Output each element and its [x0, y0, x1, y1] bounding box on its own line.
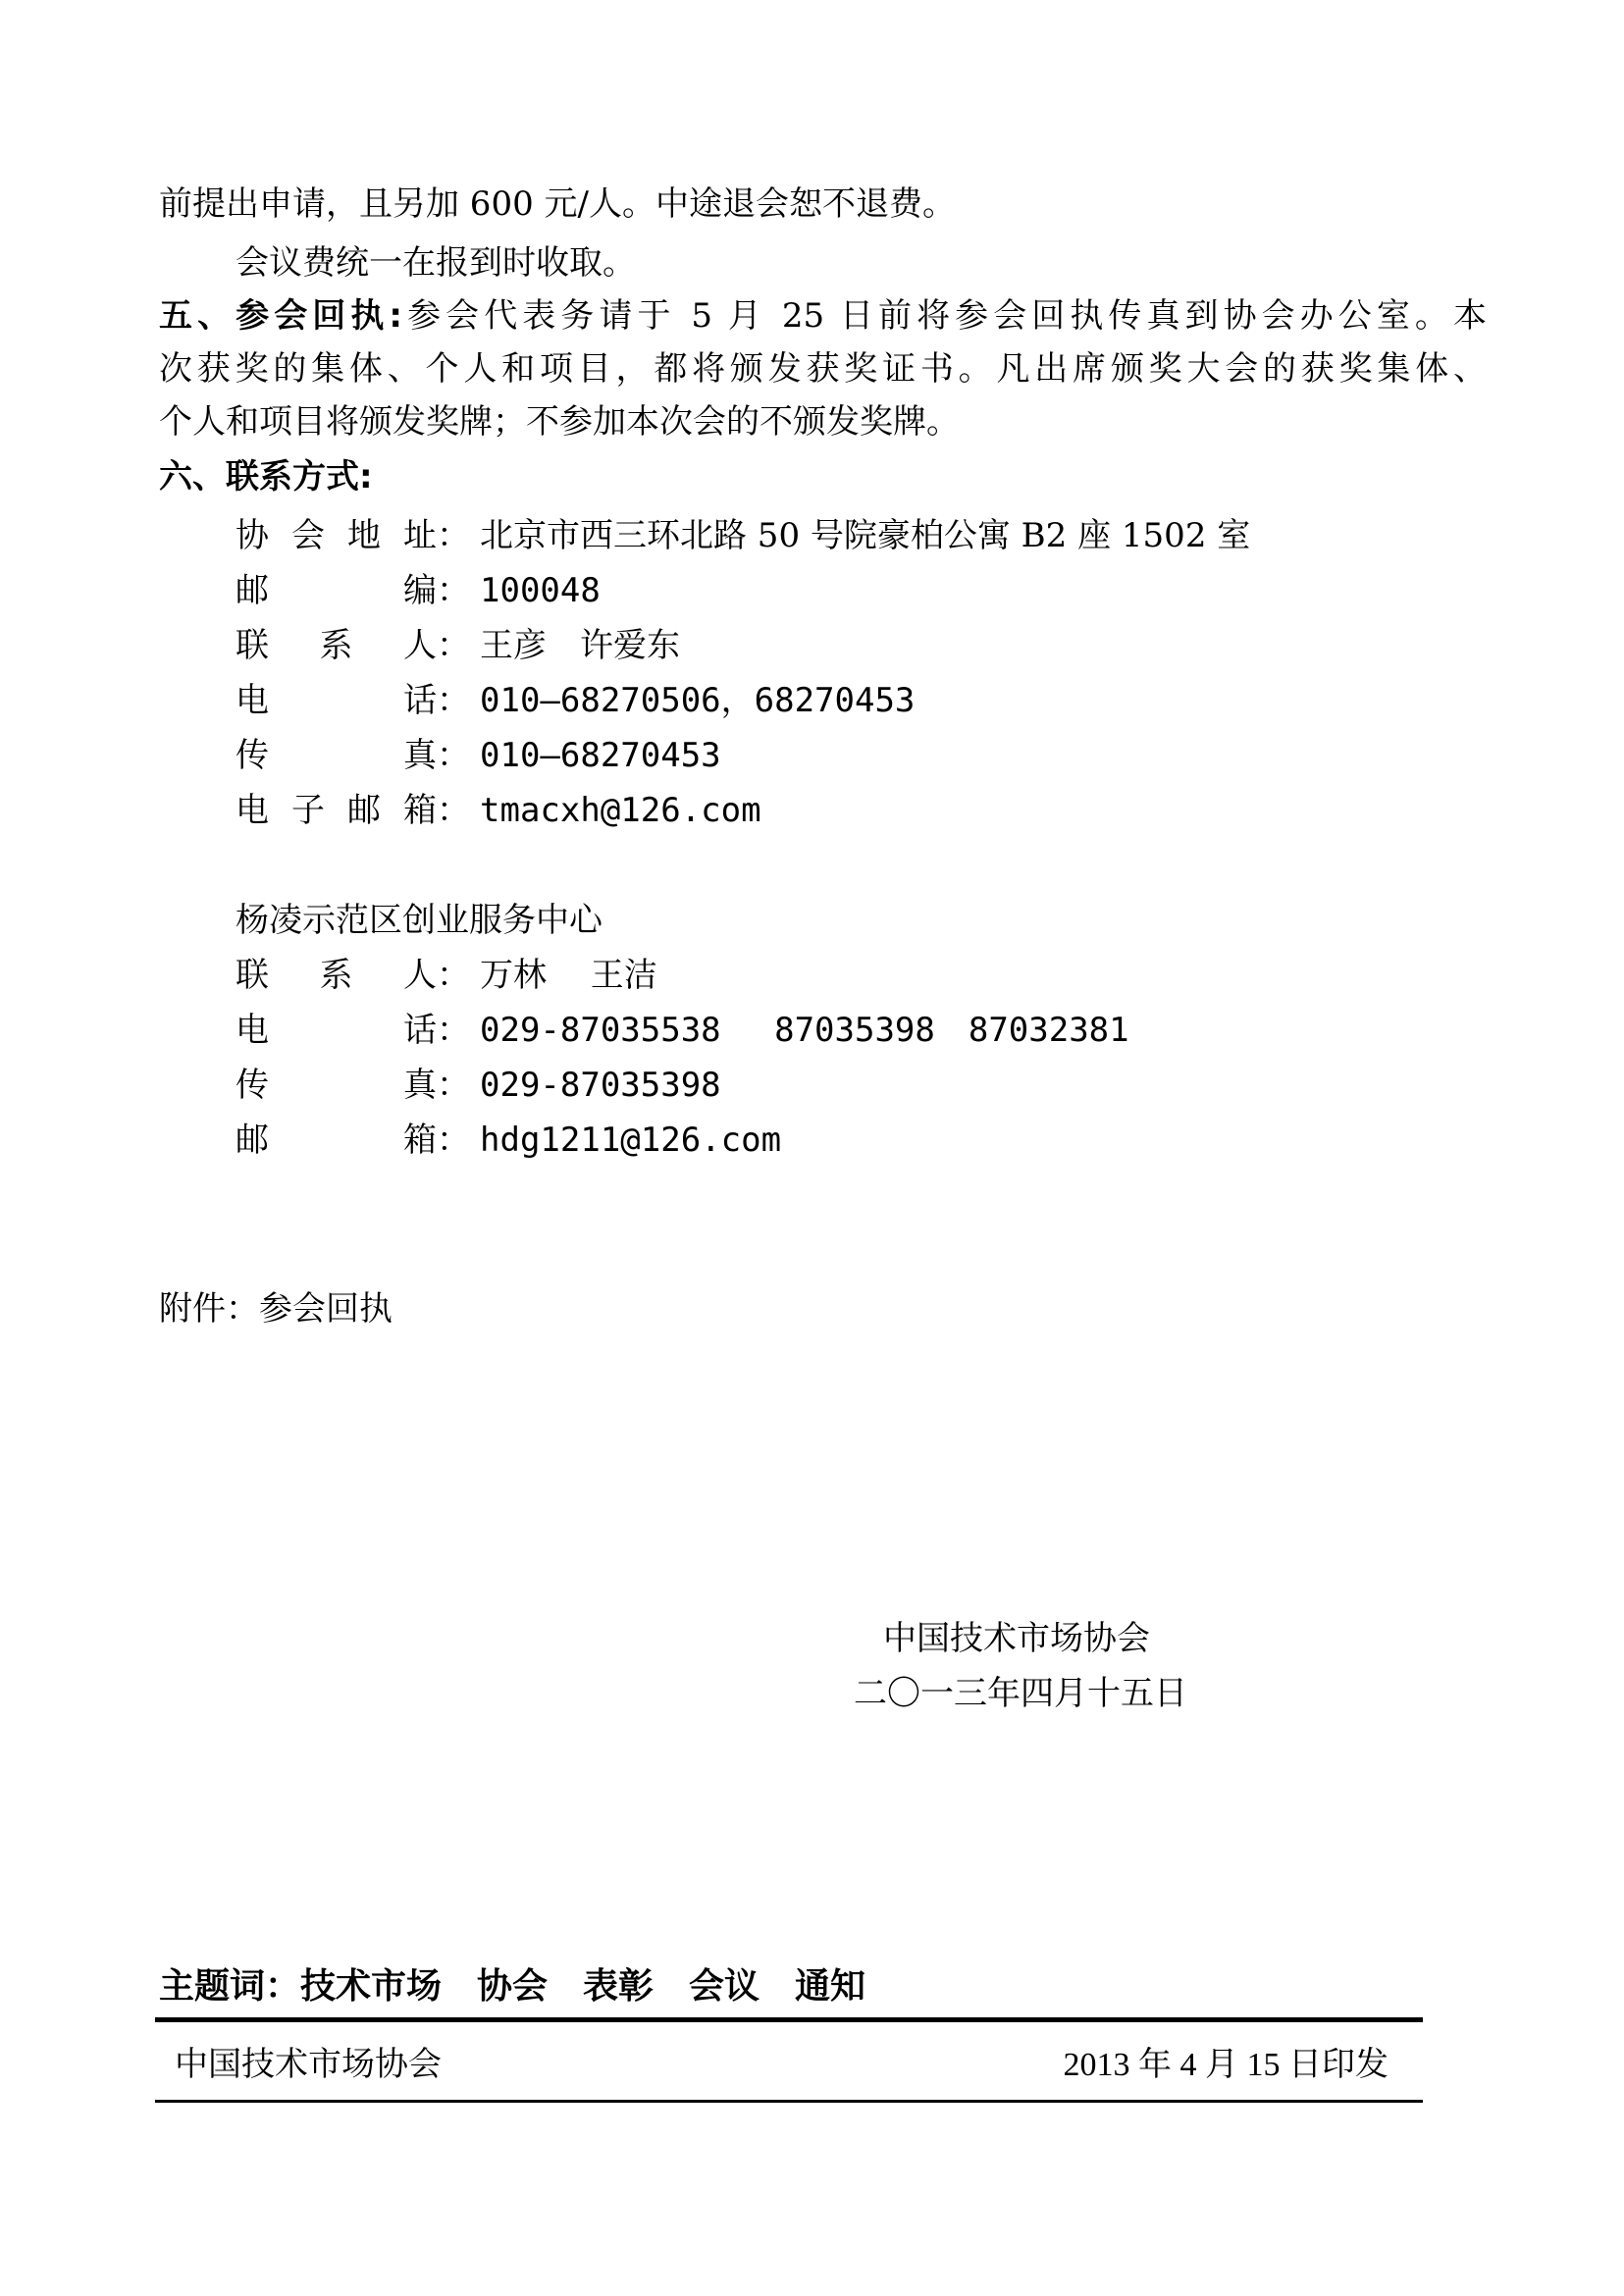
section6-heading: 六、联系方式: — [159, 457, 373, 496]
yangling-fax-label: 传真 — [236, 1066, 437, 1105]
section5-line-3: 个人和项目将颁发奖牌；不参加本次会的不颁发奖牌。 — [159, 402, 960, 442]
footer-top-rule — [155, 2017, 1423, 2022]
assoc-email-value: tmacxh@126.com — [480, 791, 761, 830]
footer-bottom-rule — [155, 2100, 1423, 2103]
section5-line-2: 次获奖的集体、个人和项目，都将颁发获奖证书。凡出席颁奖大会的获奖集体、 — [159, 349, 1487, 389]
yangling-contact-label: 联系人 — [236, 956, 437, 995]
attachment-note: 附件：参会回执 — [159, 1289, 393, 1329]
assoc-contact: 联系人： 王彦 许爱东 — [236, 626, 680, 665]
fee-line-1: 前提出申请，且另加 600 元/人。中途退会恕不退费。 — [159, 184, 956, 224]
assoc-address-label: 协会地址 — [236, 516, 437, 555]
assoc-phone-label: 电话 — [236, 681, 437, 720]
signature-org: 中国技术市场协会 — [883, 1619, 1150, 1658]
yangling-phone: 电话： 029-87035538 87035398 87032381 — [236, 1011, 1129, 1050]
assoc-postcode-value: 100048 — [480, 571, 601, 610]
assoc-email: 电子邮箱： tmacxh@126.com — [236, 791, 761, 830]
yangling-phone-label: 电话 — [236, 1011, 437, 1050]
assoc-phone-value: 010—68270506，68270453 — [480, 681, 916, 720]
yangling-phone-value: 029-87035538 87035398 87032381 — [480, 1011, 1129, 1050]
assoc-fax-label: 传真 — [236, 736, 437, 775]
footer-issuer: 中国技术市场协会 — [175, 2047, 442, 2083]
yangling-email-label: 邮箱 — [236, 1121, 437, 1160]
footer-issued-date: 2013 年 4 月 15 日印发 — [1063, 2047, 1388, 2083]
assoc-address: 协会地址： 北京市西三环北路 50 号院豪柏公寓 B2 座 1502 室 — [236, 516, 1251, 555]
assoc-phone: 电话： 010—68270506，68270453 — [236, 681, 916, 720]
assoc-address-value: 北京市西三环北路 50 号院豪柏公寓 B2 座 1502 室 — [480, 516, 1251, 555]
yangling-email: 邮箱： hdg1211@126.com — [236, 1121, 782, 1160]
assoc-email-label: 电子邮箱 — [236, 791, 437, 830]
yangling-email-value: hdg1211@126.com — [480, 1121, 782, 1160]
fee-line-2: 会议费统一在报到时收取。 — [236, 243, 636, 283]
section5-text-1: 参会代表务请于 5 月 25 日前将参会回执传真到协会办公室。本 — [402, 296, 1488, 336]
section5-line-1 — [159, 296, 1487, 336]
assoc-contact-label: 联系人 — [236, 626, 437, 665]
section5-heading: 五、参会回执: — [159, 296, 402, 336]
yangling-fax: 传真： 029-87035398 — [236, 1066, 721, 1105]
subject-keywords: 主题词：技术市场 协会 表彰 会议 通知 — [159, 1966, 866, 2007]
signature-date: 二〇一三年四月十五日 — [854, 1674, 1187, 1713]
assoc-fax-value: 010—68270453 — [480, 736, 721, 775]
assoc-postcode-label: 邮编 — [236, 571, 437, 610]
assoc-contact-value: 王彦 许爱东 — [480, 626, 680, 665]
yangling-contact: 联系人： 万林 王洁 — [236, 956, 657, 995]
yangling-title: 杨凌示范区创业服务中心 — [236, 901, 602, 940]
yangling-fax-value: 029-87035398 — [480, 1066, 721, 1105]
yangling-contact-value: 万林 王洁 — [480, 956, 657, 995]
assoc-fax: 传真： 010—68270453 — [236, 736, 721, 775]
assoc-postcode: 邮编： 100048 — [236, 571, 601, 610]
